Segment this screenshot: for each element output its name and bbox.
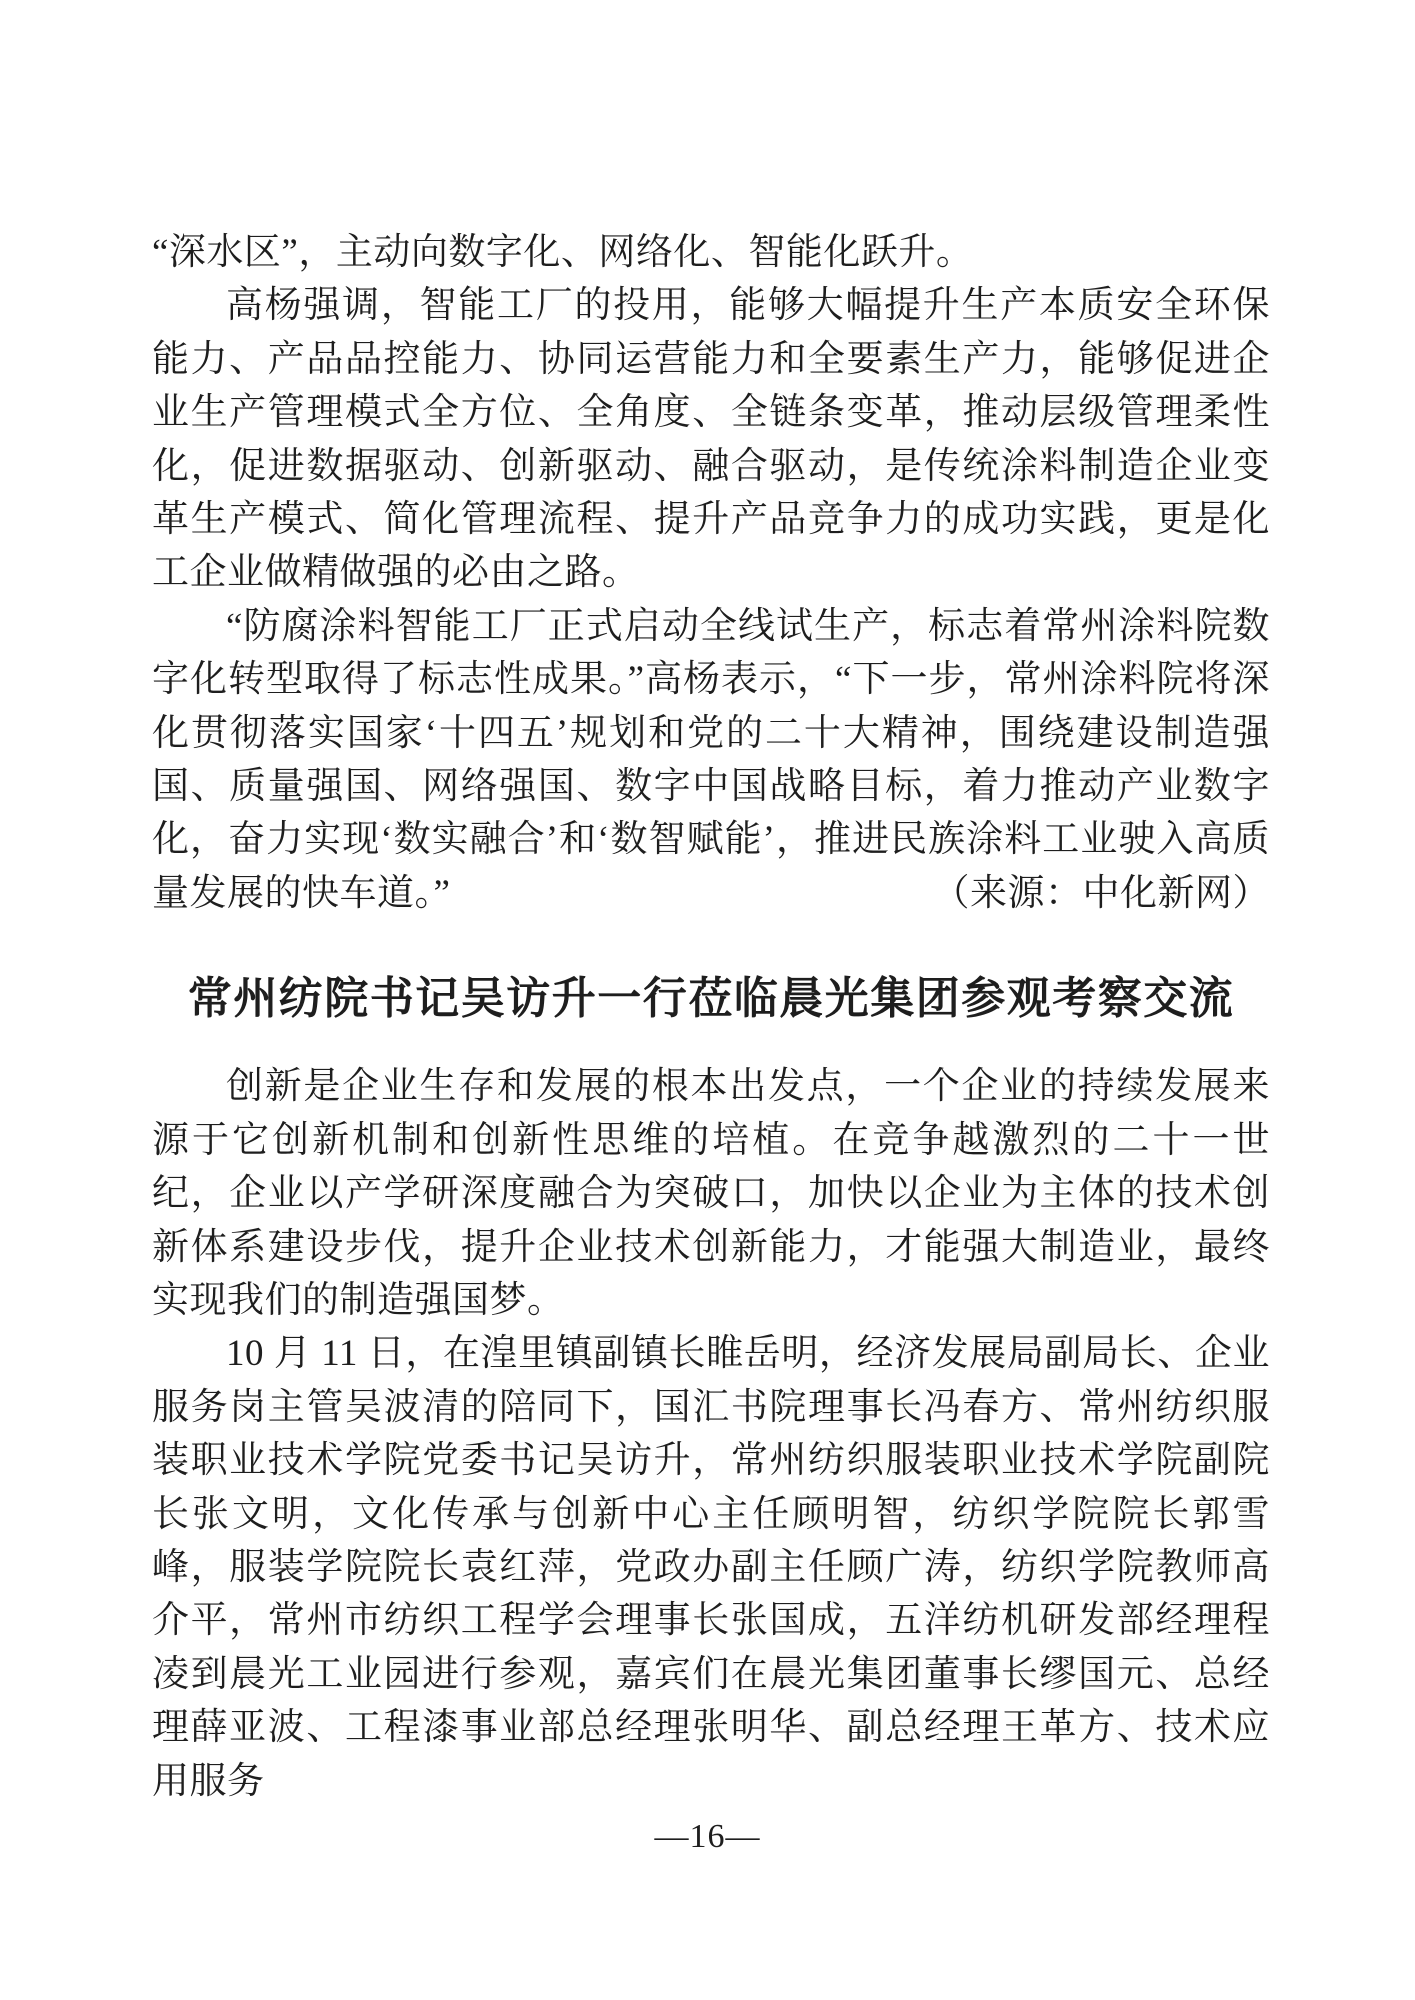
paragraph-gaoyang-emphasis: 高杨强调，智能工厂的投用，能够大幅提升生产本质安全环保能力、产品品控能力、协同运营能力和全要素生产力，能够促进企业生产管理模式全方位、全角度、全链条变革，推动层级管理柔性化，促进数据驱动、创新驱动、融合驱动，是传统涂料制造企业变革生产模式、简化管理流程、提升产品竞争力的成功实践，更是化工企业做精做强的必由之路。 — [152, 285, 1270, 594]
article-body — [152, 226, 1270, 1808]
article-title: 常州纺院书记吴访升一行莅临晨光集团参观考察交流 — [187, 974, 1235, 1024]
page-number: —16— — [654, 1818, 761, 1855]
page-footer — [0, 1816, 1415, 1858]
paragraph-quote: “防腐涂料智能工厂正式启动全线试生产，标志着常州涂料院数字化转型取得了标志性成果。”高杨表示，“下一步，常州涂料院将深化贯彻落实国家‘十四五’规划和党的二十大精神，围绕建设制造强国、质量强国、网络强国、数字中国战略目标，着力推动产业数字化，奋力实现‘数实融合’和‘数智赋能’，推进民族涂料工业驶入高质量发展的快车道。” — [152, 605, 1270, 914]
paragraph-visit-details: 10 月 11 日，在湟里镇副镇长睢岳明，经济发展局副局长、企业服务岗主管吴波清的陪同下，国汇书院理事长冯春方、常州纺织服装职业技术学院党委书记吴访升，常州纺织服装职业技术学院副院长张文明，文化传承与创新中心主任顾明智，纺织学院院长郭雪峰，服装学院院长袁红萍，党政办副主任顾广涛，纺织学院教师高介平，常州市纺织工程学会理事长张国成，五洋纺机研发部经理程凌到晨光工业园进行参观，嘉宾们在晨光集团董事长缪国元、总经理薛亚波、工程漆事业部总经理张明华、副总经理王革方、技术应用服务 — [152, 1333, 1270, 1802]
paragraph-innovation-intro: 创新是企业生存和发展的根本出发点，一个企业的持续发展来源于它创新机制和创新性思维的培植。在竞争越激烈的二十一世纪，企业以产学研深度融合为突破口，加快以企业为主体的技术创新体系建设步伐，提升企业技术创新能力，才能强大制造业，最终实现我们的制造强国梦。 — [152, 1066, 1270, 1321]
paragraph-continuation: “深水区”，主动向数字化、网络化、智能化跃升。 — [152, 232, 974, 273]
source-attribution: （来源：中化新网） — [932, 872, 1270, 914]
